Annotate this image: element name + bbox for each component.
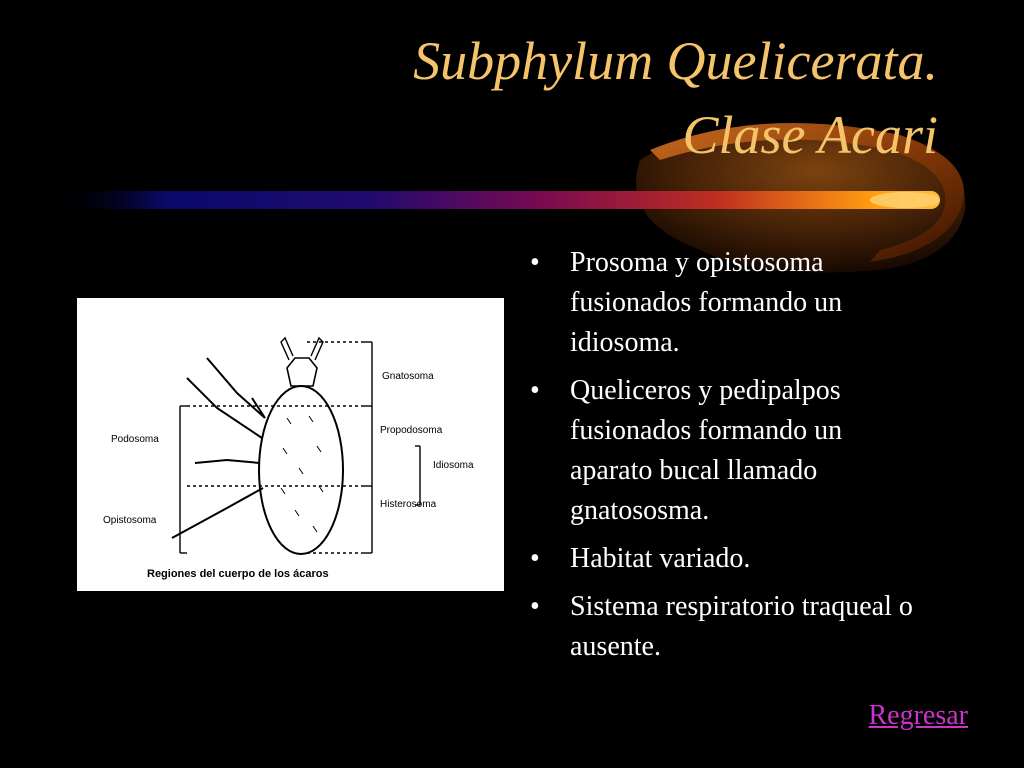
- bullet-text: Sistema respiratorio traqueal o ausente.: [570, 591, 913, 662]
- mite-leg: [187, 378, 262, 438]
- bullet-text: Habitat variado.: [570, 543, 751, 574]
- bullet-item: [530, 539, 930, 579]
- bullet-dot: •: [530, 247, 540, 278]
- label-gnatosoma: Gnatosoma: [382, 371, 434, 382]
- bullet-item: [530, 587, 930, 667]
- label-opistosoma: Opistosoma: [103, 515, 157, 526]
- bullet-item: [530, 243, 930, 363]
- bullet-dot: •: [530, 375, 540, 406]
- swoosh-bar: [60, 191, 940, 209]
- label-propodosoma: Propodosoma: [380, 425, 443, 436]
- mite-seta: [319, 486, 323, 492]
- title-line-1: Subphylum Quelicerata.: [413, 31, 938, 91]
- mite-leg: [207, 358, 265, 418]
- mite-seta: [309, 416, 313, 422]
- mite-seta: [287, 418, 291, 424]
- mite-chelicera: [311, 338, 323, 360]
- bullet-dot: •: [530, 591, 540, 622]
- mite-leg: [195, 460, 260, 463]
- mite-gnathosoma: [287, 358, 317, 386]
- swoosh-highlight: [870, 192, 940, 208]
- mite-leg: [172, 488, 263, 538]
- title-line-2: Clase Acari: [682, 105, 938, 165]
- mite-seta: [295, 510, 299, 516]
- label-podosoma: Podosoma: [111, 434, 159, 445]
- label-histerosoma: Histerosoma: [380, 499, 437, 510]
- label-idiosoma: Idiosoma: [433, 460, 474, 471]
- mite-seta: [317, 446, 321, 452]
- figure-caption: Regiones del cuerpo de los ácaros: [147, 568, 329, 580]
- mite-seta: [299, 468, 303, 474]
- bullet-text: Prosoma y opistosoma fusionados formando un idiosoma.: [570, 247, 843, 358]
- slide-title: [413, 24, 938, 172]
- bullet-text: Queliceros y pedipalpos fusionados formando un aparato bucal llamado gnatososma.: [570, 375, 843, 526]
- bullet-item: [530, 371, 930, 531]
- mite-body: [259, 386, 343, 554]
- bullet-list: [530, 243, 930, 675]
- bullet-dot: •: [530, 543, 540, 574]
- mite-chelicera: [281, 338, 293, 360]
- back-link[interactable]: Regresar: [868, 700, 968, 731]
- mite-diagram: [77, 298, 504, 591]
- mite-seta: [283, 448, 287, 454]
- mite-seta: [281, 488, 285, 494]
- mite-seta: [313, 526, 317, 532]
